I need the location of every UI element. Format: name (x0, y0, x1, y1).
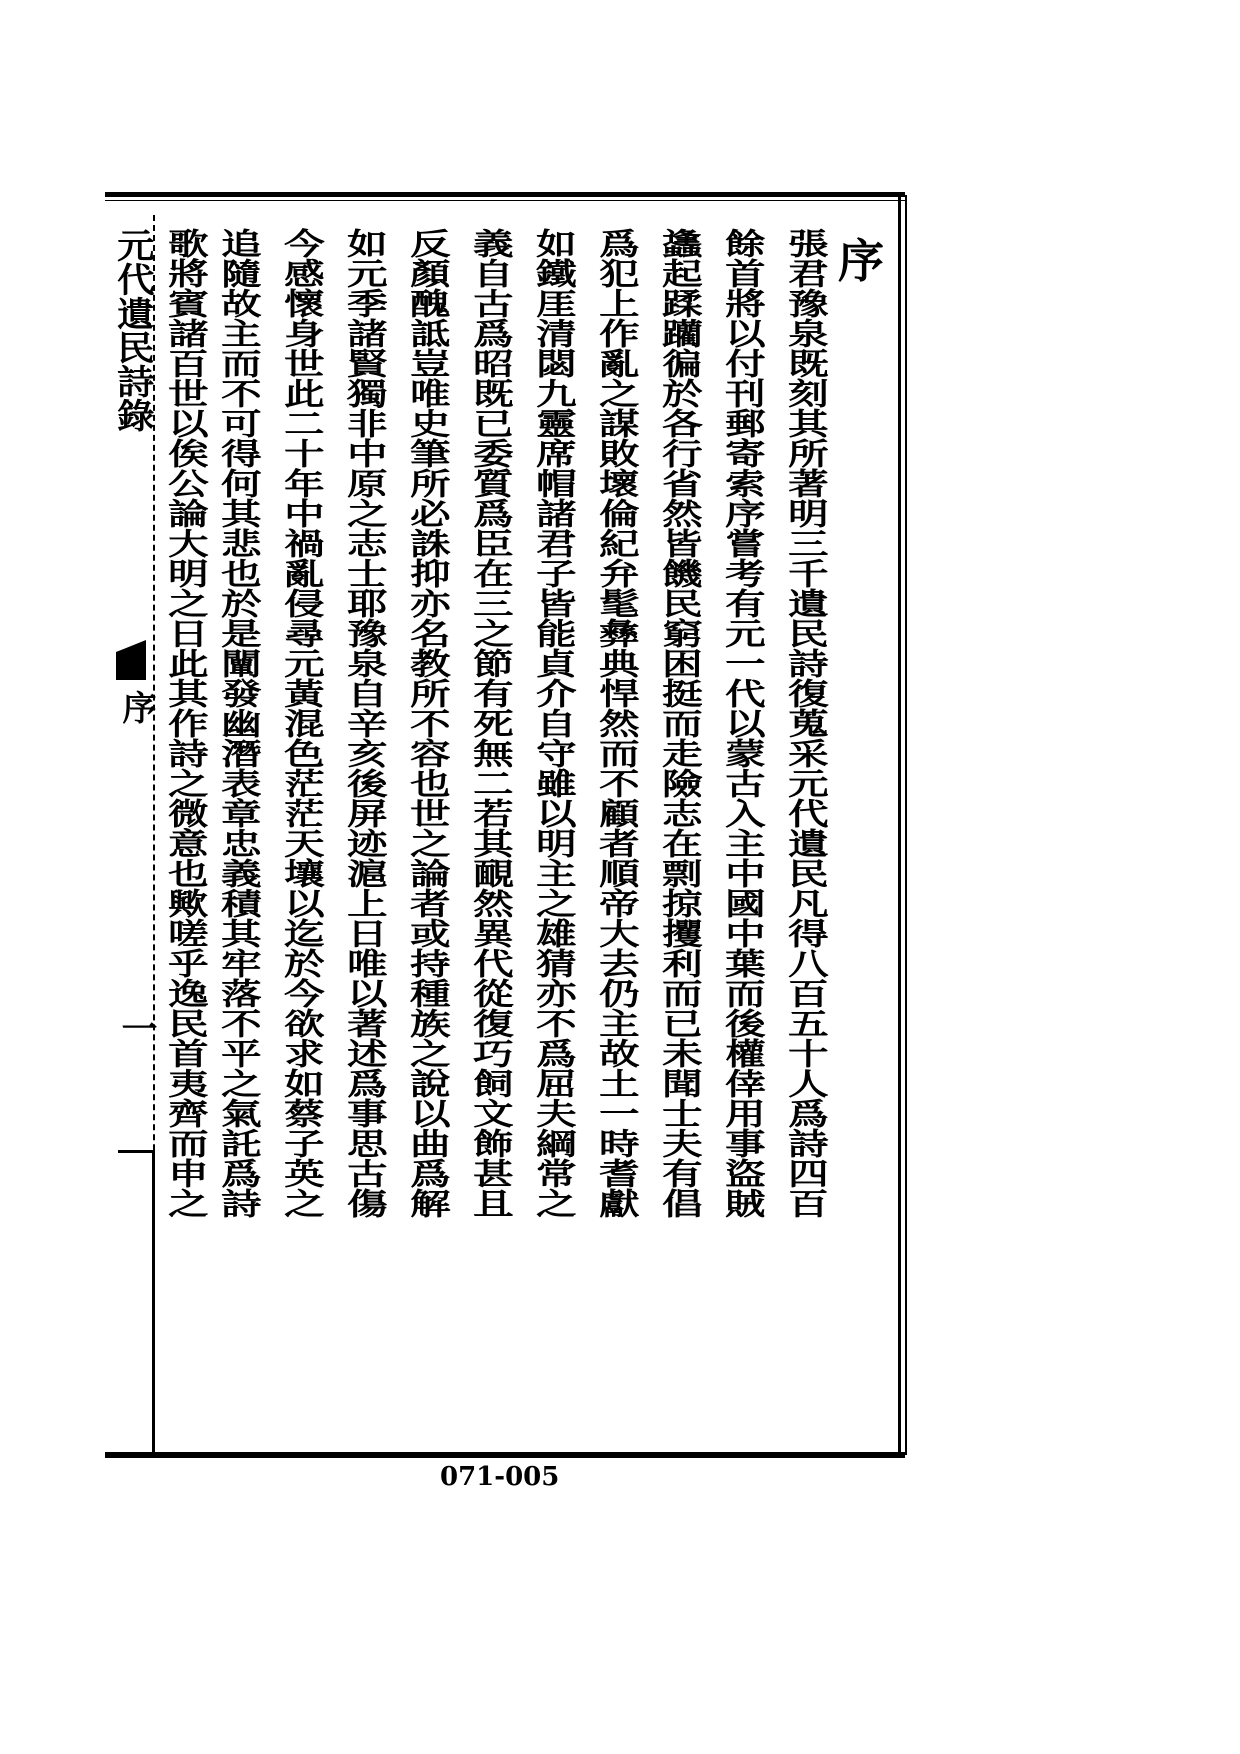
page-number: 一 (116, 1010, 158, 1046)
text-column: 如鐵厓清閟九靈席帽諸君子皆能貞介自守雖以明主之雄猜亦不爲屈夫綱常之 (528, 228, 576, 1218)
text-column: 餘首將以付刊郵寄索序嘗考有元一代以蒙古入主中國中葉而後權倖用事盜賊 (717, 228, 765, 1218)
text-column: 歌將賓諸百世以俟公論大明之日此其作詩之微意也歟嗟乎逸民首夷齊而申之 (160, 228, 208, 1218)
fishtail-mark (116, 640, 146, 680)
text-column: 張君豫泉既刻其所著明三千遺民詩復蒐采元代遺民凡得八百五十人爲詩四百 (780, 228, 828, 1218)
frame-top-rule (105, 192, 905, 197)
frame-right-rule-outer (905, 195, 907, 1455)
section-title: 序 (838, 234, 884, 288)
frame-bottom-rule (105, 1452, 905, 1458)
text-column: 爲犯上作亂之謀敗壞倫紀弁髦彝典悍然而不顧者順帝大去仍主故土一時耆獻 (591, 228, 639, 1218)
book-title-margin: 元代遺民詩錄 (110, 228, 154, 432)
text-column: 義自古爲昭既已委質爲臣在三之節有死無二若其靦然異代從復巧飼文飾甚且 (465, 228, 513, 1218)
text-column: 今感懷身世此二十年中禍亂侵尋元黃混色茫茫天壤以迄於今欲求如蔡子英之 (276, 228, 324, 1218)
text-column: 反顏醜詆豈唯史筆所必誅抑亦名教所不容也世之論者或持種族之說以曲爲解 (402, 228, 450, 1218)
text-column: 追隨故主而不可得何其悲也於是闡發幽潛表章忠義積其牢落不平之氣託爲詩 (213, 228, 261, 1218)
footer-code: 071-005 (440, 1462, 560, 1492)
margin-box (118, 1150, 155, 1453)
text-column: 蠭起蹂躪徧於各行省然皆饑民窮困挺而走險志在剽掠攫利而已未聞士夫有倡 (654, 228, 702, 1218)
text-column: 如元季諸賢獨非中原之志士耶豫泉自辛亥後屏迹滬上日唯以著述爲事思古傷 (339, 228, 387, 1218)
frame-top-rule-thin (105, 200, 905, 201)
margin-section-label: 序 (116, 690, 156, 724)
frame-right-rule (898, 195, 901, 1455)
